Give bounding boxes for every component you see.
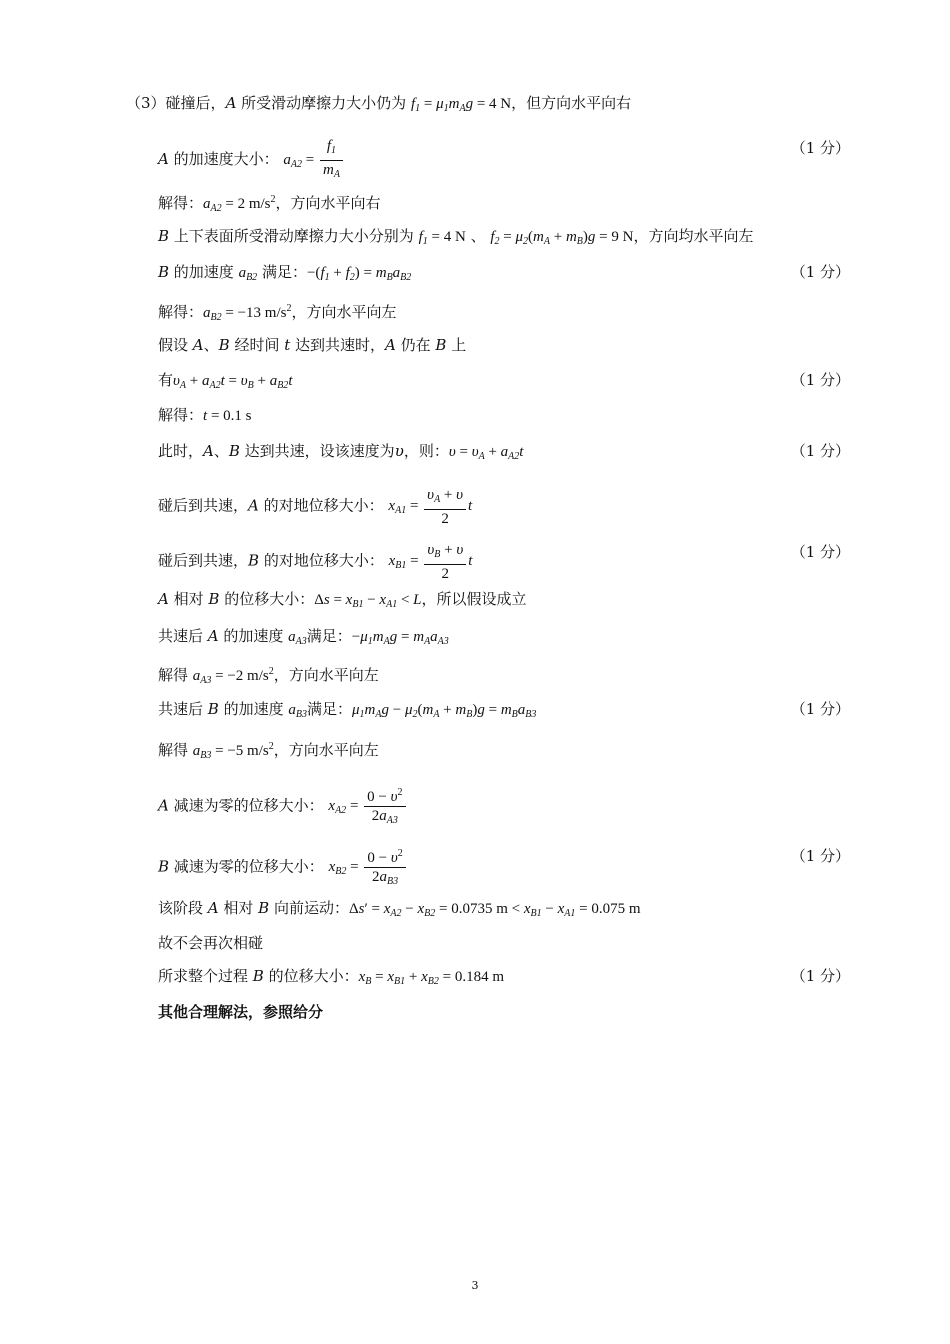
line-1: （3）碰撞后，A 所受滑动摩擦力大小仍为 $f_1 = \mu_1m_Ag = 4$ N，但方向水平向右 [126, 94, 632, 114]
text: 减速为零的位移大小： [168, 796, 324, 815]
line-17: 解得 $a_{B3} = -5$ $m/s^2$，方向水平向左 [158, 741, 379, 761]
text: 的位移大小： [263, 967, 359, 985]
value: = 0.1 s [210, 408, 252, 424]
line-13: A 相对 B 的位移大小：$\Delta s = x_{B1} - x_{A1} < L$，所以假设成立 [158, 590, 527, 610]
line-21 [158, 932, 950, 954]
line-10: 此时，A、B 达到共速，设该速度为υ，则：$\upsilon = \upsilon_A + a_{A2}t$ [158, 442, 524, 462]
text: ，则： [403, 442, 449, 460]
text: 上 [446, 336, 467, 354]
text: 共速后 [158, 627, 208, 645]
text: 的对地位移大小： [259, 551, 384, 570]
text: 达到共速，设该速度为 [239, 442, 395, 460]
text: 该阶段 [158, 899, 208, 917]
text: 其他合理解法，参照给分 [158, 1003, 324, 1021]
value: = 9 N [599, 229, 634, 245]
text: ，方向水平向左 [273, 741, 379, 759]
line-7: 假设 A、B 经时间 t 达到共速时，A 仍在 B 上 [158, 336, 467, 354]
line-2: A 的加速度大小： $a_{A2}$ = $\frac{f_1}{m_A}$ [158, 137, 950, 184]
score-3: （1 分） [790, 371, 850, 389]
line-4: B 上下表面所受滑动摩擦力大小分别为 $f_1 = 4$ N 、 $f_2 = \mu_2(m_A + m_B)g = 9$ N，方向均水平向左 [158, 227, 754, 247]
line-8: 有$\upsilon_A + a_{A2}t = \upsilon_B + a_{B2}t$ [158, 371, 293, 391]
text: 、 [465, 227, 486, 245]
text: 共速后 [158, 700, 208, 718]
text: 达到共速时， [290, 336, 386, 354]
line-18: A 减速为零的位移大小： $x_{A2}$ = $\frac{0 - \upsilon^2}{2a_{A3}}$ [158, 784, 950, 830]
fraction: $\frac{0 - \upsilon^2}{2a_{A3}}$ [364, 784, 405, 830]
value: = −5 m/s [215, 743, 269, 759]
text: 有 [158, 371, 174, 389]
line-12: 碰后到共速，B 的对地位移大小： $x_{B1}$ = $\frac{\upsilon_B + \upsilon}{2}$ t [158, 542, 473, 582]
text: 经时间 [229, 336, 285, 354]
text: 的加速度大小： [168, 149, 279, 168]
text: 所受滑动摩擦力大小仍为 [236, 94, 411, 112]
score-8: （1 分） [790, 967, 850, 985]
value: = −2 m/s [215, 668, 269, 684]
line-5: B 的加速度 $a_{B2}$ 满足：$-(f_1 + f_2) = m_Ba_{B2}$ [158, 263, 412, 283]
line-20: 该阶段 A 相对 B 向前运动：$\Delta s' = x_{A2} - x_{B2} = 0.0735$ $m < x_{B1} - x_{A1} = 0.075$ m [158, 899, 641, 919]
fraction: $\frac{f_1}{m_A}$ [320, 137, 343, 184]
text: 解得 [158, 666, 193, 684]
text: ，方向水平向左 [291, 303, 397, 321]
text: 仍在 [395, 336, 436, 354]
score-2: （1 分） [790, 263, 850, 281]
text: ，方向水平向右 [275, 194, 381, 212]
page-number: 3 [471, 1279, 479, 1292]
value: = 0.184 m [442, 969, 505, 985]
text: 的对地位移大小： [258, 496, 384, 515]
text: 满足： [257, 263, 307, 281]
text: 解得 [158, 741, 193, 759]
line-23 [158, 1001, 950, 1023]
text: 、 [213, 442, 229, 460]
line-19: B 减速为零的位移大小： $x_{B2}$ = $\frac{0 - \upsilon^2}{2a_{B3}}$ [158, 845, 950, 891]
text: 解得： [158, 194, 204, 212]
line-9: 解得：t = 0.1 s [158, 406, 252, 424]
text: ，方向水平向左 [273, 666, 379, 684]
text: ，所以假设成立 [421, 590, 527, 608]
part-label: （3） [126, 94, 166, 112]
text: 满足： [306, 700, 352, 718]
line-16: 共速后 B 的加速度 $a_{B3}$满足：$\mu_1m_Ag - \mu_2(m_A + m_B)g = m_Ba_{B3}$ [158, 700, 537, 720]
text: 相对 [168, 590, 209, 608]
text: 故不会再次相碰 [158, 934, 264, 952]
text: 此时， [158, 442, 204, 460]
text: 碰撞后， [165, 94, 226, 112]
text: 上下表面所受滑动摩擦力大小分别为 [169, 227, 419, 245]
text: 碰后到共速， [158, 496, 249, 515]
line-15: 解得 $a_{A3} = -2$ $m/s^2$，方向水平向左 [158, 666, 379, 686]
text: ，但方向水平向右 [511, 94, 632, 112]
text: 假设 [158, 336, 193, 354]
text: 向前运动： [269, 899, 349, 917]
text: 相对 [218, 899, 259, 917]
text: 解得： [158, 406, 204, 424]
fraction: $\frac{\upsilon_A + \upsilon}{2}$ [424, 486, 466, 528]
text: 减速为零的位移大小： [169, 857, 324, 876]
text: 碰后到共速， [158, 551, 249, 570]
text: 满足： [306, 627, 352, 645]
line-6: 解得：$a_{B2} = -13$ $m/s^2$，方向水平向左 [158, 303, 397, 323]
value: = 4 N [476, 96, 512, 112]
fraction: $\frac{0 - \upsilon^2}{2a_{B3}}$ [364, 845, 405, 891]
value: = 0.075 m [579, 901, 641, 917]
text: 、 [203, 336, 219, 354]
score-6: （1 分） [790, 700, 850, 718]
text: 解得： [158, 303, 204, 321]
text: 所求整个过程 [158, 967, 253, 985]
line-3: 解得：$a_{A2} = 2$ $m/s^2$，方向水平向右 [158, 194, 381, 214]
text: ，方向均水平向左 [633, 227, 754, 245]
text: 的位移大小： [219, 590, 315, 608]
line-22: 所求整个过程 B 的位移大小：$x_B = x_{B1} + x_{B2} = 0.184$ m [158, 967, 505, 987]
value: = 0.0735 m < [439, 901, 521, 917]
value: = 2 m/s [225, 196, 271, 212]
text: 的加速度 [218, 627, 289, 645]
line-14: 共速后 A 的加速度 $a_{A3}$满足：$-\mu_1m_Ag = m_Aa_{A3}$ [158, 627, 449, 647]
score-5: （1 分） [790, 543, 850, 561]
score-4: （1 分） [790, 442, 850, 460]
line-11: 碰后到共速，A 的对地位移大小： $x_{A1}$ = $\frac{\upsilon_A + \upsilon}{2}$ t [158, 487, 473, 527]
value: = −13 m/s [225, 305, 287, 321]
fraction: $\frac{\upsilon_B + \upsilon}{2}$ [424, 541, 466, 583]
score-7: （1 分） [790, 847, 850, 865]
text: 的加速度 [218, 700, 289, 718]
score-1: （1 分） [790, 139, 850, 157]
text: 的加速度 [169, 263, 239, 281]
